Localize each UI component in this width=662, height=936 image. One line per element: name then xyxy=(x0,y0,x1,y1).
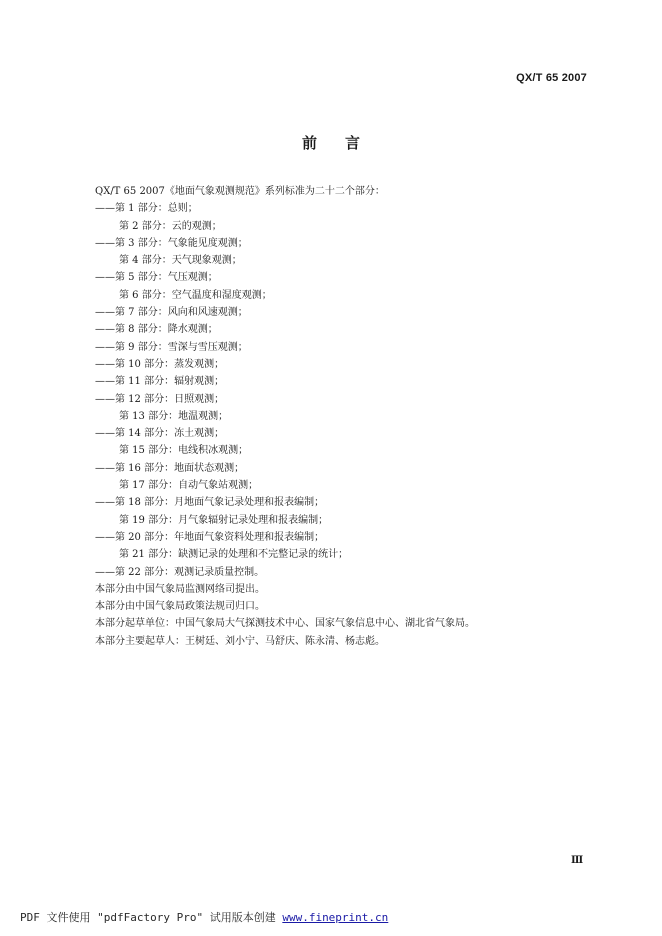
note-line: 本部分主要起草人：王树廷、刘小宁、马舒庆、陈永清、杨志彪。 xyxy=(95,635,385,647)
notes-list xyxy=(95,581,595,650)
part-item: ——第 1 部分：总则； xyxy=(95,203,198,215)
document-body xyxy=(95,183,595,650)
part-item: ——第 5 部分：气压观测； xyxy=(95,272,218,284)
note-line: 本部分由中国气象局监测网络司提出。 xyxy=(95,583,265,595)
footer-text: PDF 文件使用 "pdfFactory Pro" 试用版本创建 xyxy=(20,911,283,924)
pdf-footer xyxy=(20,909,388,925)
part-item: 第 13 部分：地温观测； xyxy=(119,410,229,422)
page-title: 前言 xyxy=(301,134,388,152)
part-item: ——第 22 部分：观测记录质量控制。 xyxy=(95,566,265,578)
part-item: ——第 8 部分：降水观测； xyxy=(95,324,218,336)
part-item: 第 15 部分：电线积冰观测； xyxy=(119,445,249,457)
part-item: ——第 18 部分：月地面气象记录处理和报表编制； xyxy=(95,497,325,509)
part-item: ——第 11 部分：辐射观测； xyxy=(95,376,225,388)
note-line: 本部分起草单位：中国气象局大气探测技术中心、国家气象信息中心、湖北省气象局。 xyxy=(95,618,475,630)
page-number: Ⅲ xyxy=(571,855,584,866)
part-item: 第 2 部分：云的观测； xyxy=(119,220,222,232)
part-item: ——第 14 部分：冻土观测； xyxy=(95,428,225,440)
part-item: 第 21 部分：缺测记录的处理和不完整记录的统计； xyxy=(119,549,349,561)
parts-list xyxy=(95,200,595,581)
footer-link[interactable]: www.fineprint.cn xyxy=(282,911,389,924)
part-item: ——第 16 部分：地面状态观测； xyxy=(95,462,245,474)
part-item: ——第 7 部分：风向和风速观测； xyxy=(95,307,248,319)
part-item: ——第 12 部分：日照观测； xyxy=(95,393,225,405)
part-item: ——第 3 部分：气象能见度观测； xyxy=(95,237,248,249)
part-item: 第 17 部分：自动气象站观测； xyxy=(119,480,259,492)
standard-code: QX/T 65 2007 xyxy=(516,72,587,84)
part-item: ——第 10 部分：蒸发观测； xyxy=(95,358,225,370)
intro-line: QX/T 65 2007《地面气象观测规范》系列标准为二十二个部分： xyxy=(95,186,385,197)
part-item: 第 4 部分：天气现象观测； xyxy=(119,255,242,267)
part-item: ——第 9 部分：雪深与雪压观测； xyxy=(95,341,248,353)
note-line: 本部分由中国气象局政策法规司归口。 xyxy=(95,601,265,613)
part-item: ——第 20 部分：年地面气象资料处理和报表编制； xyxy=(95,531,325,543)
part-item: 第 19 部分：月气象辐射记录处理和报表编制； xyxy=(119,514,329,526)
part-item: 第 6 部分：空气温度和湿度观测； xyxy=(119,289,272,301)
